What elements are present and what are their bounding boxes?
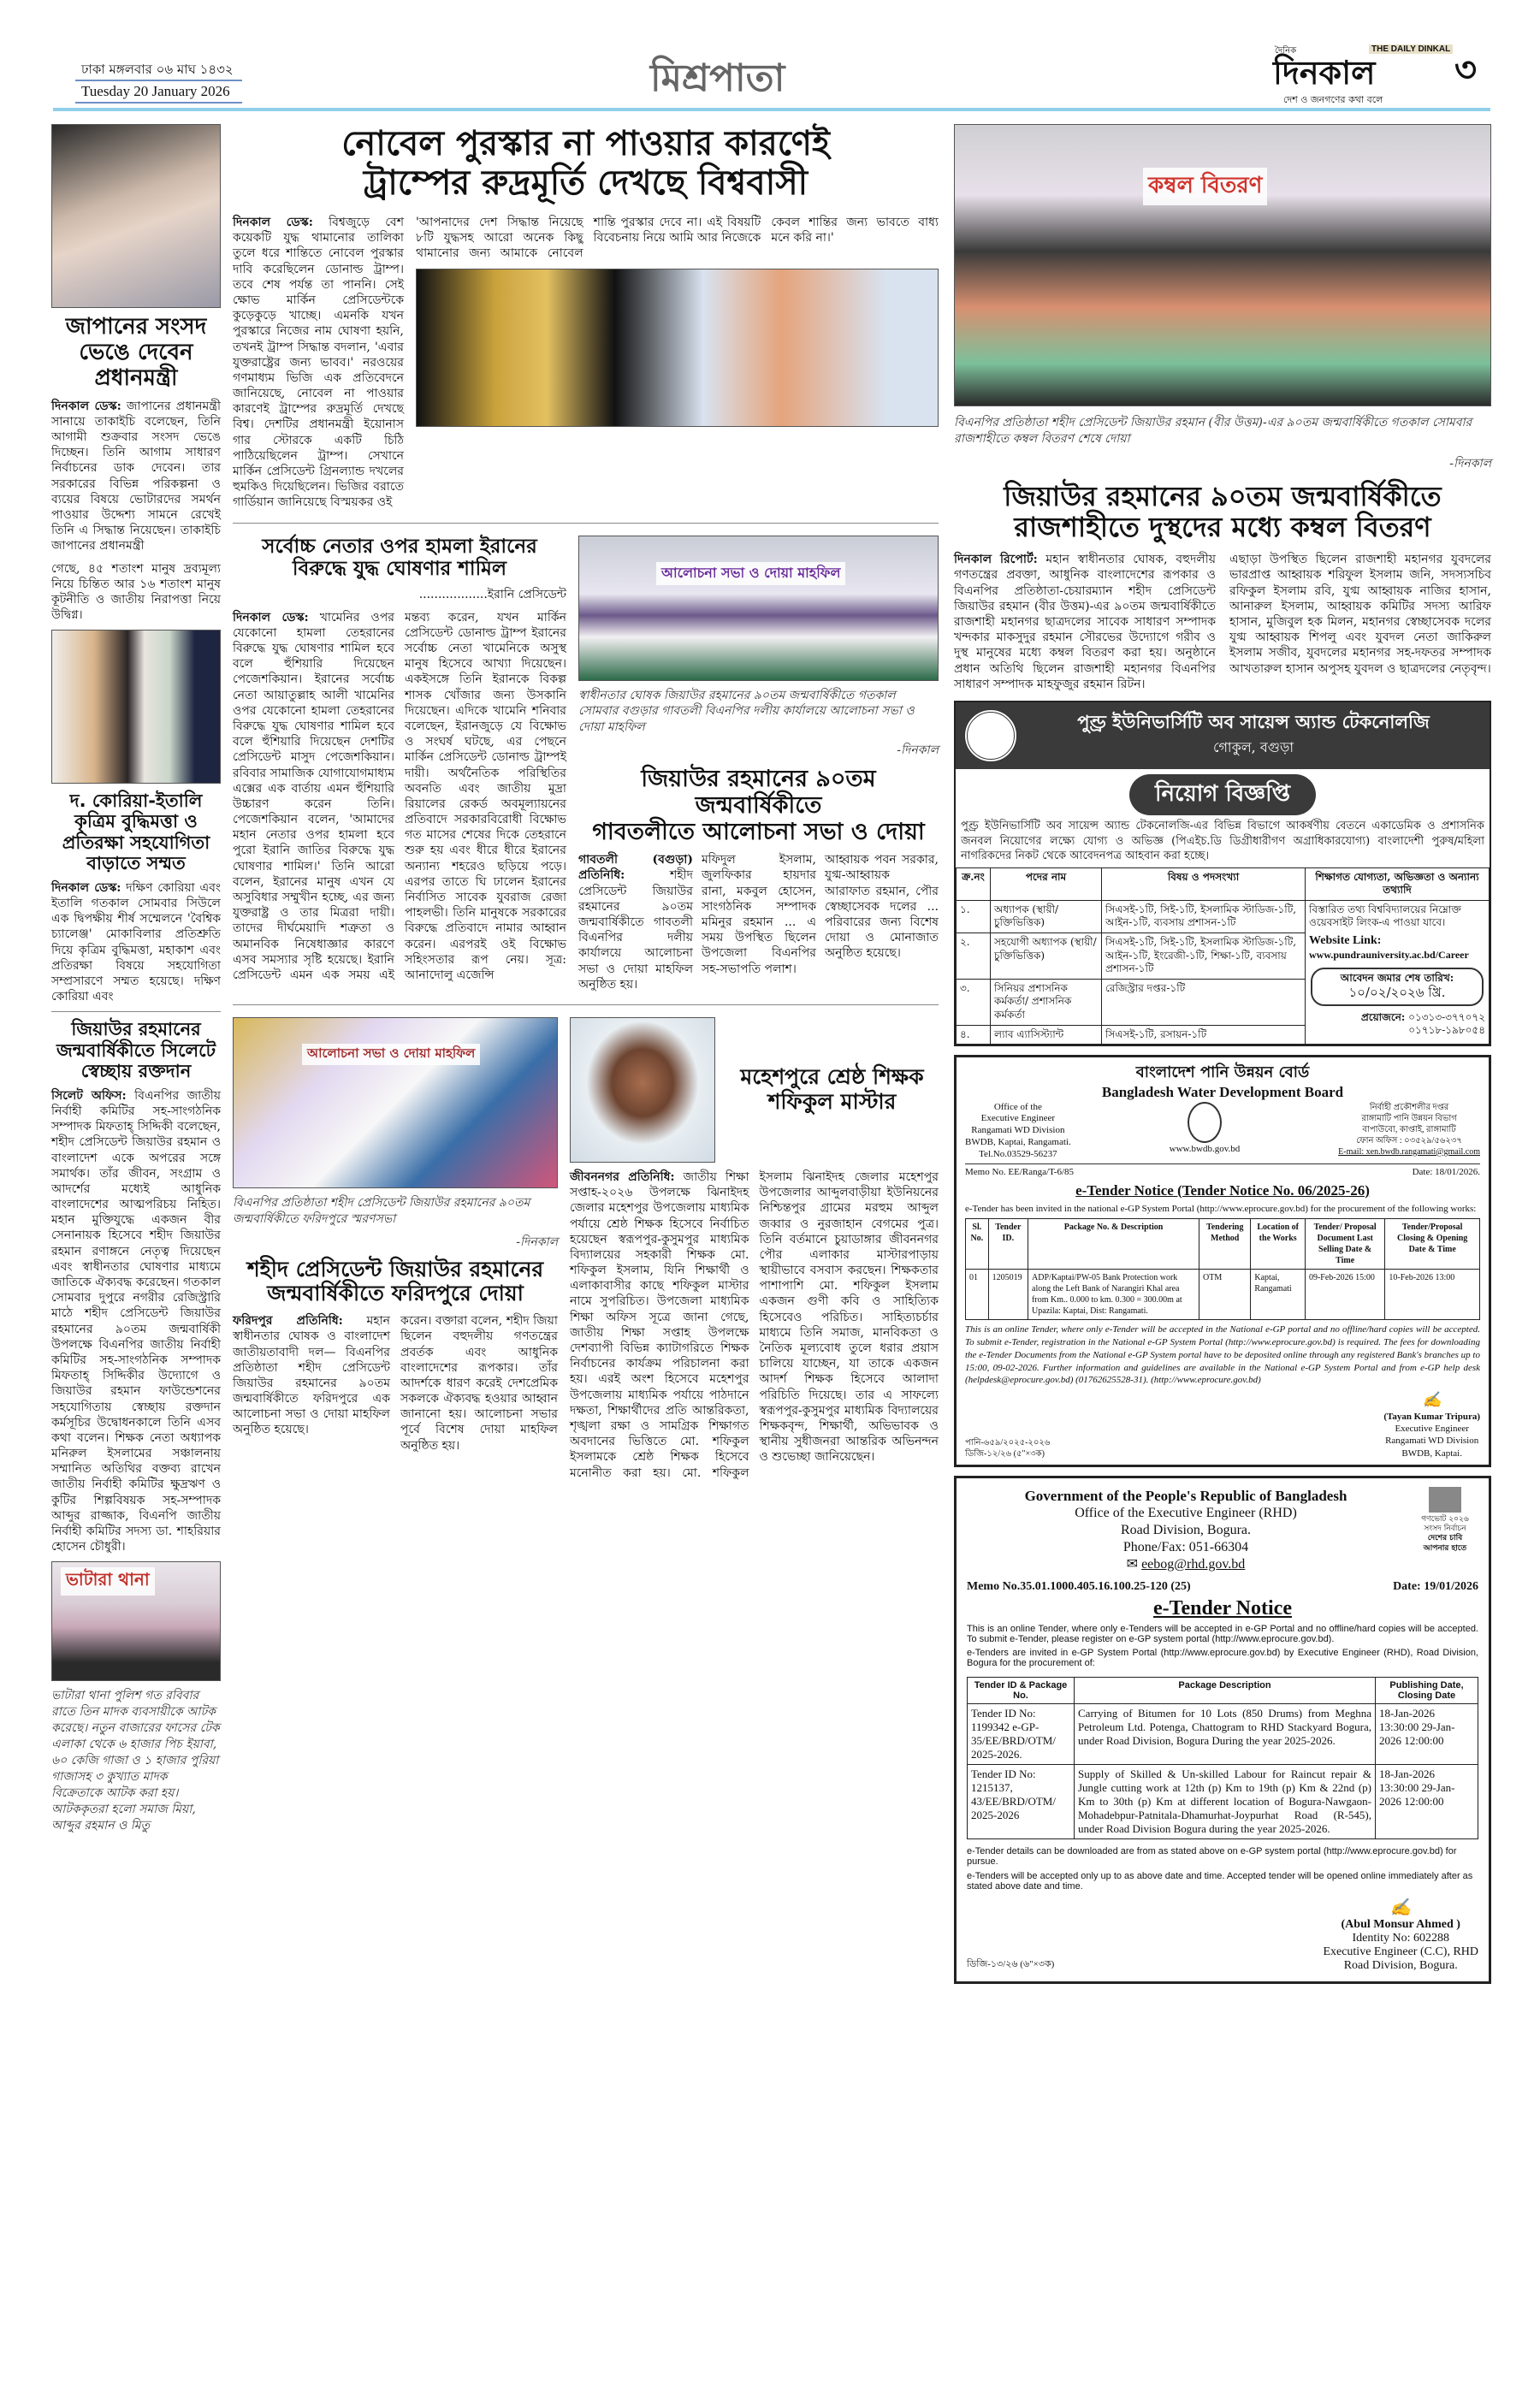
trump-article bbox=[233, 215, 939, 511]
vatara-caption: ভাটারা থানা পুলিশ গত রবিবার রাতে তিন মাদক ব্যবসায়ীকে আটক করেছে। নতুন বাজারের ফাসের টেক এলাকা থেকে ৬ হাজার পিচ ইয়াবা, ৬০ কেজি গাজা ও ১ হাজার পুরিয়া গাজাসহ ৩ কুখ্যাত মাদক বিক্রেতাকে আটক করা হয়। আটককৃতরা হলো সমাজ মিয়া, আব্দুর রহমান ও মিতু bbox=[51, 1689, 220, 1832]
teacher-portrait bbox=[570, 1017, 715, 1163]
right-region bbox=[954, 124, 1491, 1984]
gabtali-credit: -দিনকাল bbox=[897, 743, 939, 758]
teacher-headline: মহেশপুরে শ্রেষ্ঠ শিক্ষক শফিকুল মাস্টার bbox=[740, 1064, 924, 1114]
faridpur-headline: শহীদ প্রেসিডেন্ট জিয়াউর রহমানের জন্মবার্ষিকীতে ফরিদপুরে দোয়া bbox=[246, 1256, 544, 1306]
table-row: ২. সহযোগী অধ্যাপক (স্থায়ী/চুক্তিভিত্তিক) সিএসই-১টি, সিই-১টি, ইসলামিক স্টাডিজ-১টি, আইন-১টি, ইংরেজী-১টি, শিক্ষা-১টি, ব্যবসায় প্রশাসন-১টি bbox=[957, 933, 1490, 979]
rhd-tender-table: Tender ID & Package No. Package Description Publishing Date, Closing Date Tender ID No: 1199342 e-GP-35/EE/BRD/OTM/ 2025-2026. Carrying of Bitumen for 10 Lots (850 Drums) from Meghna Petroleum Ltd. Potenga, Chattogram to RHD Stackyard Bogura, under Road Division, Bogura During the year 2025-2026. 18-Jan-2026 13:30:00 29-Jan-2026 12:00:00 Tender ID No: 1215137, 43/EE/BRD/OTM/ 2025-2026 Supply of Skilled & Un-skilled Labour for Raincut repair & Jungle cutting work at 12th (p) Km to 19th (p) Km & 22nd (p) Km to 30th (p) Km at different location of Bogura-Nawgaon-Mohadebpur-Patnitala-Dhamurhat-Joypurhat Road (R-545), under Road Division Bogura during the year 2025-2026. 18-Jan-2026 13:30:00 29-Jan-2026 12:00:00 bbox=[967, 1677, 1478, 1839]
vatara-police-photo bbox=[51, 1561, 221, 1681]
teacher-block bbox=[570, 1017, 939, 1481]
envelope-icon: ✉ bbox=[1126, 1557, 1139, 1572]
gabtali-block bbox=[578, 536, 939, 992]
signature: ✍ bbox=[1389, 1898, 1412, 1918]
sylhet-article: সিলেট অফিস: বিএনপির জাতীয় নির্বাহী কমিটির সহ-সাংগঠনিক সম্পাদক মিফতাহ্ সিদ্দিকী বলেছেন, শহীদ প্রেসিডেন্ট জিয়াউর রহমান ও বাংলাদেশ একে অপরের সঙ্গে সমার্থক। তাঁর জীবন, সংগ্রাম ও আদর্শের মধ্যেই আধুনিক বাংলাদেশের আত্মপরিচয় নিহিত। মহান মুক্তিযুদ্ধে একজন বীর সেনানায়ক হিসেবে শহীদ জিয়াউর রহমান রণাঙ্গনে নেতৃত্ব দিয়েছেন এবং স্বাধীনতার ঘোষণার মাধ্যমে জাতিকে ঐক্যবদ্ধ করেছেন। গতকাল সোমবার দুপুরে নগরীর রেজিস্ট্রারি মাঠে শহীদ প্রেসিডেন্ট জিয়াউর রহমানের ৯০তম জন্মবার্ষিকী উপলক্ষে বিএনপির জাতীয় নির্বাহী কমিটির সহ-সাংগঠনিক সম্পাদক মিফতাহ্ সিদ্দিকীর উদ্যোগে ও জিয়াউর রহমান ফাউন্ডেশনের সহযোগিতায় স্বেচ্ছায় রক্তদান কর্মসূচির উদ্বোধনকালে তিনি এসব কথা বলেন। শিক্ষক নেতা অধ্যাপক মনিরুল ইসলামের সঞ্চালনায় সম্মানিত অতিথির বক্তব্য রাখেন জাতীয় নির্বাহী কমিটির ক্ষুদ্রঋণ ও কুটির শিল্পবিষয়ক সহ-সম্পাদক আব্দুর রাজ্জাক, বিএনপি জাতীয় নির্বাহী কমিটির সদস্য ডা. শাহরিয়ার হোসেন চৌধুরী। bbox=[51, 1088, 221, 1554]
faridpur-credit: -দিনকাল bbox=[516, 1234, 558, 1249]
trump-headline: নোবেল পুরস্কার না পাওয়ার কারণেই ট্রাম্পের রুদ্রমূর্তি দেখছে বিশ্ববাসী bbox=[341, 124, 830, 203]
email-link[interactable]: eebog@rhd.gov.bd bbox=[1141, 1557, 1246, 1572]
iran-headline: সর্বোচ্চ নেতার ওপর হামলা ইরানের বিরুদ্ধে যুদ্ধ ঘোষণার শামিল bbox=[262, 535, 537, 580]
gabtali-caption: স্বাধীনতার ঘোষক জিয়াউর রহমানের ৯০তম জন্মবার্ষিকীতে গতকাল সোমবার বগুড়ার গাবতলী বিএনপির দলীয় কার্যালয়ে আলোচনা সভা ও দোয়া মাহফিল bbox=[578, 688, 915, 735]
rajshahi-caption: বিএনপির প্রতিষ্ঠাতা শহীদ প্রেসিডেন্ট জিয়াউর রহমান (বীর উত্তম)-এর ৯০তম জন্মবার্ষিকীতে গতকাল সোমবার রাজশাহীতে কম্বল বিতরণ শেষে দোয়া bbox=[954, 416, 1472, 446]
gabtali-photo bbox=[578, 536, 939, 681]
table-row: Tender ID No: 1215137, 43/EE/BRD/OTM/ 2025-2026 Supply of Skilled & Un-skilled Labour for Raincut repair & Jungle cutting work at 12th (p) Km to 19th (p) Km & 22nd (p) Km to 30th (p) Km at different location of Bogura-Nawgaon-Mohadebpur-Patnitala-Dhamurhat-Joypurhat Road (R-545), under Road Division Bogura during the year 2025-2026. 18-Jan-2026 13:30:00 29-Jan-2026 12:00:00 bbox=[968, 1765, 1478, 1839]
university-seal-icon bbox=[964, 709, 1017, 762]
middle-region bbox=[233, 124, 939, 1481]
gabtali-headline: জিয়াউর রহমানের ৯০তম জন্মবার্ষিকীতে গাবতলীতে আলোচনা সভা ও দোয়া bbox=[592, 766, 925, 846]
university-name: পুণ্ড্র ইউনিভার্সিটি অব সায়েন্স অ্যান্ড টেকনোলজি bbox=[1077, 712, 1430, 733]
website-link[interactable]: www.pundrauniversity.ac.bd/Career bbox=[1309, 949, 1469, 962]
faridpur-block bbox=[233, 1017, 558, 1454]
election-logo: গণভোট ২০২৬ সংসদ নির্বাচন দেশের চাবি আপনার হাতে bbox=[1412, 1487, 1478, 1554]
rajshahi-credit: -দিনকাল bbox=[1449, 456, 1491, 471]
job-notice-title: নিয়োগ বিজ্ঞপ্তি bbox=[1129, 774, 1316, 815]
gabtali-col3: আহ্বায়ক পবন সরকার, যুগ্ম-আহ্বায়ক আরাফাত রহমান, পৌর স্বেচ্ছাসেবক দলের ... পরিবারের জন্য বিশেষ দোয়া ও মোনাজাত অনুষ্ঠিত হয়েছে। bbox=[825, 853, 939, 961]
korea-italy-photo bbox=[51, 630, 221, 784]
japan-article: দিনকাল ডেস্ক: জাপানের প্রধানমন্ত্রী সানায়ে তাকাইচি বলেছেন, তিনি আগামী শুক্রবার সংসদ ভেঙে দিচ্ছেন। তিনি আগাম সাধারণ নির্বাচনের ডাক দেবেন। তার সরকারের বিভিন্ন পরিকল্পনা ও ব্যয়ের বিষয়ে ভোটারদের সমর্থন পাওয়ার উদ্দেশ্য সামনে রেখেই তিনি এ সিদ্ধান্ত নিয়েছেন। তাকাইচি জাপানের প্রধানমন্ত্রী bbox=[51, 399, 221, 554]
rhd-notice-title: e-Tender Notice bbox=[1153, 1597, 1292, 1620]
job-intro: পুণ্ড্র ইউনিভার্সিটি অব সায়েন্স অ্যান্ড টেকনোলজি-এর বিভিন্ন বিভাগে আকর্ষণীয় বেতনে একাডেমিক ও প্রশাসনিক জনবল নিয়োগের লক্ষ্যে যোগ্য ও অভিজ্ঞ (পিএইচ.ডি ডিগ্রীধারীগণ অগ্রাধিকারযোগ্য) বাংলাদেশী পুরুষ/মহিলা নাগরিকদের নিকট থেকে আবেদনপত্র আহবান করা হচ্ছে। bbox=[961, 819, 1484, 863]
faridpur-banner: আলোচনা সভা ও দোয়া মাহফিল bbox=[302, 1044, 480, 1065]
job-table: ক্র.নং পদের নাম বিষয় ও পদসংখ্যা শিক্ষাগত যোগ্যতা, অভিজ্ঞতা ও অন্যান্য তথ্যাদি ১. অধ্যাপক (স্থায়ী/চুক্তিভিত্তিক) সিএসই-১টি, সিই-১টি, ইসলামিক স্টাডিজ-১টি, আইন-১টি, ব্যবসায় প্রশাসন-১টি বিস্তারিত তথ্য বিশ্ববিদ্যালয়ের নিম্নোক্ত ওয়েবসাইট লিংক-এ পাওয়া যাবে। Website Link: www.pundrauniversity.ac.bd/Career আবেদন জমার শেষ তারিখ: ১০/০২/২০২৬ খ্রি. প্রয়োজনে: ০১৩১৩-৩৭৭০৭২ ০১৭১৮-১৯৮০৫৪ ২. সহযোগী অধ্যাপক (স্থায়ী/চুক্তিভিত্তিক) সিএসই-১টি, সিই-১টি, ইসলামিক স্টাডিজ-১টি, আইন-১টি, ইংরেজী-১টি, শিক্ষা-১টি, ব্যবসায় প্রশাসন-১টি ৩. সিনিয়র প্রশাসনিক কর্মকর্তা/ প্রশাসনিক কর্মকর্তা রেজিস্ট্রার দপ্তর-১টি ৪. ল্যাব এ্যাসিস্ট্যান্ট সিএসই-১টি, রসায়ন-১টি bbox=[956, 867, 1490, 1045]
bwdb-logo-icon bbox=[1188, 1102, 1222, 1143]
japan-pm-photo bbox=[51, 124, 221, 308]
pundra-university-job-ad bbox=[954, 701, 1491, 1046]
korea-italy-headline: দ. কোরিয়া-ইতালি কৃত্রিম বুদ্ধিমত্তা ও প্রতিরক্ষা সহযোগিতা বাড়াতে সম্মত bbox=[62, 790, 210, 873]
date-bengali: ঢাকা মঙ্গলবার ০৬ মাঘ ১৪৩২ bbox=[81, 62, 234, 77]
left-column bbox=[51, 124, 221, 1833]
masthead bbox=[0, 0, 1540, 113]
bwdb-tender-table: Sl. No. Tender ID. Package No. & Description Tendering Method Location of the Works Tender/ Proposal Document Last Selling Date & Time Tender/Proposal Closing & Opening Date & Time 01 1205019 ADP/Kaptai/PW-05 Bank Protection work along the Left Bank of Narangiri Khal area from Km.. 0.000 to km. 0.300 = 300.00m at Upazila: Kaptai, Dist: Rangamati. OTM Kaptai, Rangamati 09-Feb-2026 15:00 10-Feb-2026 13:00 bbox=[965, 1218, 1480, 1320]
section-title: মিশ্রপাতা bbox=[650, 56, 785, 100]
rhd-tender-ad: Government of the People's Republic of Bangladesh Office of the Executive Engineer (RHD) Road Division, Bogura. Phone/Fax: 051-66304 ✉ eebog@rhd.gov.bd গণভোট ২০২৬ সংসদ নির্বাচন দেশের চাবি আপনার হাতে Memo No.35.01.1000.405.16.100.25-120 (25) Date: 19/01/2026 e-Tender Notice This is an online Tender, where only e-Tenders will be accepted in e-GP Portal and no offline/hard copies will be accepted. To submit e-Tender, please register on e-GP system portal (http://www.eprocure.gov.bd). e-Tenders are invited in e-GP System Portal (http://www.eprocure.gov.bd) by Executive Engineer (RHD), Road Division, Bogura for the procurement of: Tender ID & Package No. Package Description Publishing Date, Closing Date Tender ID No: 1199342 e-GP-35/EE/BRD/OTM/ 2025-2026. Carrying of Bitumen for 10 Lots (850 Drums) from Meghna Petroleum Ltd. Potenga, Chattogram to RHD Stackyard Bogura, under Road Division, Bogura During the year 2025-2026. 18-Jan-2026 13:30:00 29-Jan-2026 12:00:00 Tender ID No: 1215137, 43/EE/BRD/OTM/ 2025-2026 Supply of Skilled & Un-skilled Labour for Raincut repair & Jungle cutting work at 12th (p) Km to 19th (p) Km & 22nd (p) Km to 30th (p) Km at different location of Bogura-Nawgaon-Mohadebpur-Patnitala-Dhamurhat-Joypurhat Road (R-545), under Road Division Bogura during the year 2025-2026. 18-Jan-2026 13:30:00 29-Jan-2026 12:00:00 e-Tender details can be downloaded are from as stated above on e-GP system portal (http://www.eprocure.gov.bd) for pursue. e-Tenders will be accepted only up to as above date and time. Accepted tender will be opened online immediately after as stated above date and time. ডিজি-১৩/২৬ (৬"×৩ক) ✍ (Abul Monsur Ahmed ) Identity No: 602288 Executive Engineer (C.C), RHD Road Division, Bogura. bbox=[954, 1476, 1491, 1984]
rajshahi-col2: এছাড়া উপস্থিত ছিলেন রাজশাহী মহানগর যুবদলের ভারপ্রাপ্ত আহ্বায়ক শরিফুল ইসলাম জনি, সদস্যসচিব রফিকুল ইসলাম রবি, যুগ্ম আহ্বায়ক নাজির হাসান, আনারুল ইসলাম, আহ্বায়ক কমিটির সদস্য আরিফ হাসান, মুজিবুল হক মিলন, মহানগর স্বেচ্ছাসেবক দলের যুগ্ম আহ্বায়ক শিপলু এবং যুবদল নেতা জাকিরুল ইসলাম সজীব, যুবদলের মহানগর সহ-দফতর সম্পাদক আখতারুল হাসান অপুসহ যুবদল ও ছাত্রদলের নেতৃবৃন্দ। bbox=[1229, 553, 1491, 676]
dateline: দিনকাল ডেস্ক: bbox=[51, 399, 121, 413]
trump-article-col2: 'আপনাদের দেশ সিদ্ধান্ত নিয়েছে ৮টি যুদ্ধসহ আরো অনেক কিছু থামানোর জন্য আমাকে নোবেল শান্তি পুরস্কার দেবে না। এই বিষয়টি বিবেচনায় নিয়ে আমি আর নিজেকে কেবল শান্তির জন্য ভাবতে বাধ্য মনে করি না।' bbox=[416, 216, 939, 261]
gabtali-col1: গাবতলী (বগুড়া) প্রতিনিধি: শহীদ প্রেসিডেন্ট জিয়াউর রহমানের ৯০তম জন্মবার্ষিকীতে গাবতলী বিএনপির দলীয় কার্যালয়ে আলোচনা সভা ও দোয়া মাহফিল অনুষ্ঠিত হয়। bbox=[578, 853, 693, 992]
japan-headline: জাপানের সংসদ ভেঙে দেবেন প্রধানমন্ত্রী bbox=[65, 314, 207, 391]
bwdb-tender-ad: বাংলাদেশ পানি উন্নয়ন বোর্ড Bangladesh Water Development Board Office of the Executive Engineer Rangamati WD Division BWDB, Kaptai, Rangamati. Tel.No.03529-56237 www.bwdb.gov.bd নির্বাহী প্রকৌশলীর দপ্তর রাঙ্গামাটি পানি উন্নয়ন বিভাগ বাপাউবো, কাপ্তাই, রাঙ্গামাটি ফোন অফিস : ০৩৫২৯/৫৬২৩৭ E-mail: xen.bwdb.rangamati@gmail.com Memo No. EE/Ranga/T-6/85 Date: 18/01/2026. e-Tender Notice (Tender Notice No. 06/2025-26) e-Tender has been invited in the national e-GP System Portal (http://www.eprocure.gov.bd) for the procurement of the following works: Sl. No. Tender ID. Package No. & Description Tendering Method Location of the Works Tender/ Proposal Document Last Selling Date & Time Tender/Proposal Closing & Opening Date & Time 01 1205019 ADP/Kaptai/PW-05 Bank Protection work along the Left Bank of Narangiri Khal area from Km.. 0.000 to km. 0.300 = 300.00m at Upazila: Kaptai, Dist: Rangamati. OTM Kaptai, Rangamati 09-Feb-2026 15:00 10-Feb-2026 13:00 This is an online Tender, where only e-Tender will be accepted in the National e-GP portal and no offline/hard copies will be accepted. To submit e-Tender, registration in the National e-GP System Portal (http://www.eprocure.gov.bd) is required. The fees for downloading the e-Tender Documents from the National e-GP System portal have to be deposited online through any registered Bank's branches up to 15:00, 09-02-2026. Further information and guidelines are available in the National e-GP System Portal and from e-GP help desk (helpdesk@eprocure.gov.bd) (01762625528-31). (http://www.eprocure.gov.bd) পানি-৬৫৯/২০২৫-২০২৬ ডিজি-১২/২৬ (৫"×৩ক) ✍ (Tayan Kumar Tripura) Executive Engineer Rangamati WD Division BWDB, Kaptai. bbox=[954, 1055, 1491, 1467]
page-number: ৩ bbox=[1454, 50, 1478, 90]
teacher-article: জীবননগর প্রতিনিধি: জাতীয় শিক্ষা সপ্তাহ-২০২৬ উপলক্ষে ঝিনাইদহ জেলার মহেশপুর উপজেলায় মাধ্যমিক পর্যায়ে শ্রেষ্ঠ শিক্ষক হিসেবে নির্বাচিত হয়েছেন স্বরূপপুর-কুসুমপুর মাধ্যমিক বিদ্যালয়ের সহকারী শিক্ষক মো. শফিকুল ইসলাম, যিনি শিক্ষার্থী ও এলাকাবাসীর কাছে শফিকুল মাস্টার নামে সুপরিচিত। উপজেলা মাধ্যমিক শিক্ষা অফিস সূত্রে জানা গেছে, জাতীয় শিক্ষা সপ্তাহ উপলক্ষে দেশব্যাপী বিভিন্ন ক্যাটাগরিতে শিক্ষক নির্বাচনের কার্যক্রম পরিচালনা করা হয়। এরই অংশ হিসেবে মহেশপুর উপজেলায় মাধ্যমিক পর্যায়ে পাঠদানে দক্ষতা, শিক্ষার্থীদের প্রতি আন্তরিকতা, শৃঙ্খলা রক্ষা ও সামগ্রিক শিক্ষাগত অবদানের ভিত্তিতে মো. শফিকুল ইসলামকে শ্রেষ্ঠ শিক্ষক হিসেবে মনোনীত করা হয়। মো. শফিকুল ইসলাম ঝিনাইদহ জেলার মহেশপুর উপজেলার আব্দুলবাড়ীয়া ইউনিয়নের নিশ্চিন্তপুর গ্রামের মরহুম আব্দুল জব্বার ও নুরজাহান বেগমের পুত্র। তিনি বর্তমানে চুয়াডাঙ্গার জীবননগর পৌর এলাকার মাস্টারপাড়ায় স্থায়ীভাবে বসবাস করছেন। শিক্ষকতার পাশাপাশি মো. শফিকুল ইসলাম একজন গুণী কবি ও সাহিত্যিক হিসেবেও পরিচিত। সাহিত্যচর্চার মাধ্যমে তিনি সমাজ, মানবিকতা ও নৈতিক মূল্যবোধ তুলে ধরার প্রয়াস চালিয়ে যাচ্ছেন, যা তাকে একজন আদর্শ শিক্ষক হিসেবে আলাদা পরিচিতি দিয়েছে। তার এ সাফল্যে স্বরূপপুর-কুসুমপুর মাধ্যমিক বিদ্যালয়ের শিক্ষকবৃন্দ, শিক্ষার্থী, অভিভাবক ও স্থানীয় সুধীজনরা আন্তরিক অভিনন্দন ও শুভেচ্ছা জানিয়েছেন। bbox=[570, 1169, 939, 1480]
table-row: ১. অধ্যাপক (স্থায়ী/চুক্তিভিত্তিক) সিএসই-১টি, সিই-১টি, ইসলামিক স্টাডিজ-১টি, আইন-১টি, ব্যবসায় প্রশাসন-১টি বিস্তারিত তথ্য বিশ্ববিদ্যালয়ের নিম্নোক্ত ওয়েবসাইট লিংক-এ পাওয়া যাবে। Website Link: www.pundrauniversity.ac.bd/Career আবেদন জমার শেষ তারিখ: ১০/০২/২০২৬ খ্রি. প্রয়োজনে: ০১৩১৩-৩৭৭০৭২ ০১৭১৮-১৯৮০৫৪ bbox=[957, 900, 1490, 933]
date-english: Tuesday 20 January 2026 bbox=[81, 83, 230, 99]
trump-article-col1: দিনকাল ডেস্ক: বিশ্বজুড়ে বেশ কয়েকটি যুদ্ধ থামানোর তালিকা তুলে ধরে শান্তিতে নোবেল পুরস্কার দাবি করেছিলেন ডোনাল্ড ট্রাম্প। তবে শেষ পর্যন্ত তা পাননি। সেই ক্ষোভ মার্কিন প্রেসিডেন্টকে কুড়েকুড়ে খাচ্ছে। এমনকি যখন পুরস্কারে নিজের নাম ঘোষণা হয়নি, তখনই ট্রাম্প সিদ্ধান্ত বদলান, 'এবার যুক্তরাষ্ট্রের জন্য ভাবব।' নরওয়ের গণমাধ্যম ভিজি এক প্রতিবেদনে জানিয়েছে, নোবেল না পাওয়ার কারণেই ট্রাম্পের রুদ্রমূর্তি দেখছে বিশ্ব। দেশটির প্রধানমন্ত্রী ইয়োনাস গার স্টোরকে একটি চিঠি পাঠিয়েছিলেন ট্রাম্প। সেখানে মার্কিন প্রেসিডেন্ট গ্রিনল্যান্ড দখলের হুমকিও দিয়েছিলেন। ভিজির বরাতে গার্ডিয়ান জানিয়েছে বিস্ময়কর ওই bbox=[233, 216, 404, 510]
rajshahi-col1: দিনকাল রিপোর্ট: মহান স্বাধীনতার ঘোষক, বহুদলীয় গণতন্ত্রের প্রবক্তা, আধুনিক বাংলাদেশের রূপকার ও বিএনপির প্রতিষ্ঠাতা-চেয়ারম্যান শহীদ প্রেসিডেন্ট জিয়াউর রহমান (বীর উত্তম)-এর ৯০তম জন্মবার্ষিকীতে রাজশাহী মহানগর ছাত্রদলের সাবেক সাধারণ সম্পাদক খন্দকার মাকসুদুর রহমান সৌরভের উদ্যোগে গরীব ও দুস্থ মানুষের মধ্যে কম্বল বিতরণ করা হয়। অনুষ্ঠানে প্রধান অতিথি ছিলেন রাজশাহী মহানগর বিএনপির সাধারণ সম্পাদক মাহফুজুর রহমান রিটন। bbox=[954, 553, 1216, 691]
table-row: Tender ID No: 1199342 e-GP-35/EE/BRD/OTM/ 2025-2026. Carrying of Bitumen for 10 Lots (850 Drums) from Meghna Petroleum Ltd. Potenga, Chattogram to RHD Stackyard Bogura, under Road Division, Bogura During the year 2025-2026. 18-Jan-2026 13:30:00 29-Jan-2026 12:00:00 bbox=[968, 1704, 1478, 1765]
table-row: ৩. সিনিয়র প্রশাসনিক কর্মকর্তা/ প্রশাসনিক কর্মকর্তা রেজিস্ট্রার দপ্তর-১টি bbox=[957, 979, 1490, 1025]
rajshahi-banner: কম্বল বিতরণ bbox=[1143, 168, 1267, 205]
bwdb-notice-title: e-Tender Notice (Tender Notice No. 06/2025-26) bbox=[1075, 1181, 1370, 1199]
iran-attribution: ..................ইরানি প্রেসিডেন্ট bbox=[418, 588, 566, 602]
sylhet-headline: জিয়াউর রহমানের জন্মবার্ষিকীতে সিলেটে স্বেচ্ছায় রক্তদান bbox=[56, 1019, 216, 1081]
rajshahi-headline: জিয়াউর রহমানের ৯০তম জন্মবার্ষিকীতে রাজশাহীতে দুস্থদের মধ্যে কম্বল বিতরণ bbox=[1004, 479, 1442, 544]
japan-article-tail: গেছে, ৪৫ শতাংশ মানুষ দ্রব্যমূল্য নিয়ে চিন্তিত আর ১৬ শতাংশ মানুষ কূটনীতি ও জাতীয় নিরাপত্তা নিয়ে উদ্বিগ্ন। bbox=[51, 561, 221, 623]
gabtali-col2: মফিদুল ইসলাম, জুলফিকার হায়দার রানা, মকবুল হোসেন, সাংগঠনিক সম্পাদক মমিনুর রহমান ... এ সময় উপস্থিত ছিলেন উপজেলা বিএনপির সহ-সভাপতি পলাশ। bbox=[702, 853, 816, 976]
vatara-banner: ভাটারা থানা bbox=[61, 1567, 155, 1596]
tagline: দেশ ও জনগণের কথা বলে bbox=[1283, 94, 1383, 105]
rajshahi-photo bbox=[954, 124, 1491, 406]
university-location: গোকুল, বগুড়া bbox=[1212, 738, 1294, 755]
korea-italy-article: দিনকাল ডেস্ক: দক্ষিণ কোরিয়া এবং ইতালি গতকাল সোমবার সিউলে এক দ্বিপক্ষীয় শীর্ষ সম্মেলনে 'বৈশ্বিক চ্যালেঞ্জ' মোকাবিলার প্রতিশ্রুতি দিয়ে কৃত্রিম বুদ্ধিমত্তা, মহাকাশ এবং প্রতিরক্ষা বিষয়ে সহযোগিতা সম্প্রসারণে সম্মত হয়েছে। দক্ষিণ কোরিয়া এবং bbox=[51, 880, 221, 1004]
ballot-box-icon bbox=[1429, 1487, 1461, 1513]
logo-english: THE DAILY DINKAL bbox=[1369, 44, 1453, 54]
faridpur-col1: ফরিদপুর প্রতিনিধি: মহান স্বাধীনতার ঘোষক ও বাংলাদেশ জাতীয়তাবাদী দল— বিএনপির প্রতিষ্ঠাতা শহীদ প্রেসিডেন্ট জিয়াউর রহমানের ৯০তম জন্মবার্ষিকীতে ফরিদপুরে এক আলোচনা সভা ও দোয়া মাহফিল অনুষ্ঠিত হয়েছে। bbox=[233, 1314, 390, 1437]
table-row: ৪. ল্যাব এ্যাসিস্ট্যান্ট সিএসই-১টি, রসায়ন-১টি bbox=[957, 1025, 1490, 1045]
iran-article-block bbox=[233, 536, 566, 984]
newspaper-logo: দিনকাল bbox=[1273, 54, 1376, 92]
gabtali-banner: আলোচনা সভা ও দোয়া মাহফিল bbox=[656, 562, 845, 585]
application-deadline: ১০/০২/২০২৬ খ্রি. bbox=[1348, 985, 1446, 1001]
nobel-trump-photo bbox=[416, 269, 939, 427]
faridpur-col2: করেন। বক্তারা বলেন, শহীদ জিয়া ছিলেন বহুদলীয় গণতন্ত্রের প্রবর্তক এবং আধুনিক বাংলাদেশের রূপকার। তাঁর আদর্শকে ধারণ করেই দেশপ্রেমিক সকলকে ঐক্যবদ্ধ হওয়ার আহ্বান জানানো হয়। আলোচনা সভার পূর্বে বিশেষ দোয়া মাহফিল অনুষ্ঠিত হয়। bbox=[400, 1314, 558, 1453]
faridpur-caption: বিএনপির প্রতিষ্ঠাতা শহীদ প্রেসিডেন্ট জিয়াউর রহমানের ৯০তম জন্মবার্ষিকীতে ফরিদপুরে স্মরণসভা bbox=[233, 1195, 530, 1226]
faridpur-photo bbox=[233, 1017, 558, 1188]
header-rule bbox=[53, 108, 1490, 111]
logo-small: দৈনিক bbox=[1275, 46, 1297, 56]
table-row: 01 1205019 ADP/Kaptai/PW-05 Bank Protection work along the Left Bank of Narangiri Khal area from Km.. 0.000 to km. 0.300 = 300.00m at Upazila: Kaptai, Dist: Rangamati. OTM Kaptai, Rangamati 09-Feb-2026 15:00 10-Feb-2026 13:00 bbox=[966, 1270, 1480, 1320]
signature: ✍ bbox=[1422, 1391, 1442, 1409]
iran-article: দিনকাল ডেস্ক: খামেনির ওপর যেকোনো হামলা তেহরানের বিরুদ্ধে যুদ্ধ ঘোষণার শামিল হবে বলে হুঁশিয়ারি দিয়েছেন পেজেশকিয়ান। ইরানের সর্বোচ্চ নেতা আয়াতুল্লাহ আলী খামেনির ওপর যেকোনো হামলা তেহরানের বিরুদ্ধে যুদ্ধ ঘোষণার শামিল হবে বলে হুঁশিয়ারি দিয়েছেন দেশটির প্রেসিডেন্ট মাসুদ পেজেশকিয়ান। রবিবার সামাজিক যোগাযোগমাধ্যম এক্সের এক বার্তায় এমন হুঁশিয়ারি উচ্চারণ করেন তিনি। পেজেশকিয়ান বলেন, 'আমাদের মহান নেতার ওপর হামলা হবে পুরো ইরানি জাতির বিরুদ্ধে যুদ্ধ ঘোষণার শামিল।' তিনি আরো বলেন, ইরানের মানুষ এখন যে অসুবিধার সম্মুখীন হচ্ছে, এর জন্য যুক্তরাষ্ট্র ও তার মিত্ররা দায়ী। তাদের দীর্ঘমেয়াদি শত্রুতা ও অমানবিক নিষেধাজ্ঞার কারণে এসব সমস্যার সৃষ্টি হয়েছে। ইরানি প্রেসিডেন্ট এমন এক সময় এই মন্তব্য করেন, যখন মার্কিন প্রেসিডেন্ট ডোনাল্ড ট্রাম্প ইরানের সর্বোচ্চ নেতা খামেনিকে অসুস্থ মানুষ হিসেবে আখ্যা দিয়েছেন। একইসঙ্গে তিনি ইরানকে বিকল্প শাসক খোঁজার জন্য উসকানি দিয়েছেন। এদিকে খামেনি শনিবার বলেছেন, ইরানজুড়ে যে বিক্ষোভ ও সংঘর্ষ ঘটছে, এর পেছনে মার্কিন প্রেসিডেন্ট ডোনাল্ড ট্রাম্পই দায়ী। অর্থনৈতিক পরিস্থিতির অবনতি এবং জাতীয় মুদ্রা রিয়ালের রেকর্ড অবমূল্যায়নের প্রতিবাদে সরকারবিরোধী বিক্ষোভ গত মাসের শেষের দিকে তেহরানে শুরু হয় এবং ধীরে ধীরে ইরানের অন্যান্য শহরেও ছড়িয়ে পড়ে। এরপর তাতে ঘি ঢালেন ইরানের নির্বাসিত সাবেক যুবরাজ রেজা পাহলভী। তিনি মানুষকে সরকারের বিরুদ্ধে প্রতিবাদে নামার আহ্বান করেন। এরপরই ওই বিক্ষোভ সহিংসতার রূপ নেয়। সূত্র: আনাদোলু এজেন্সি bbox=[233, 610, 566, 982]
